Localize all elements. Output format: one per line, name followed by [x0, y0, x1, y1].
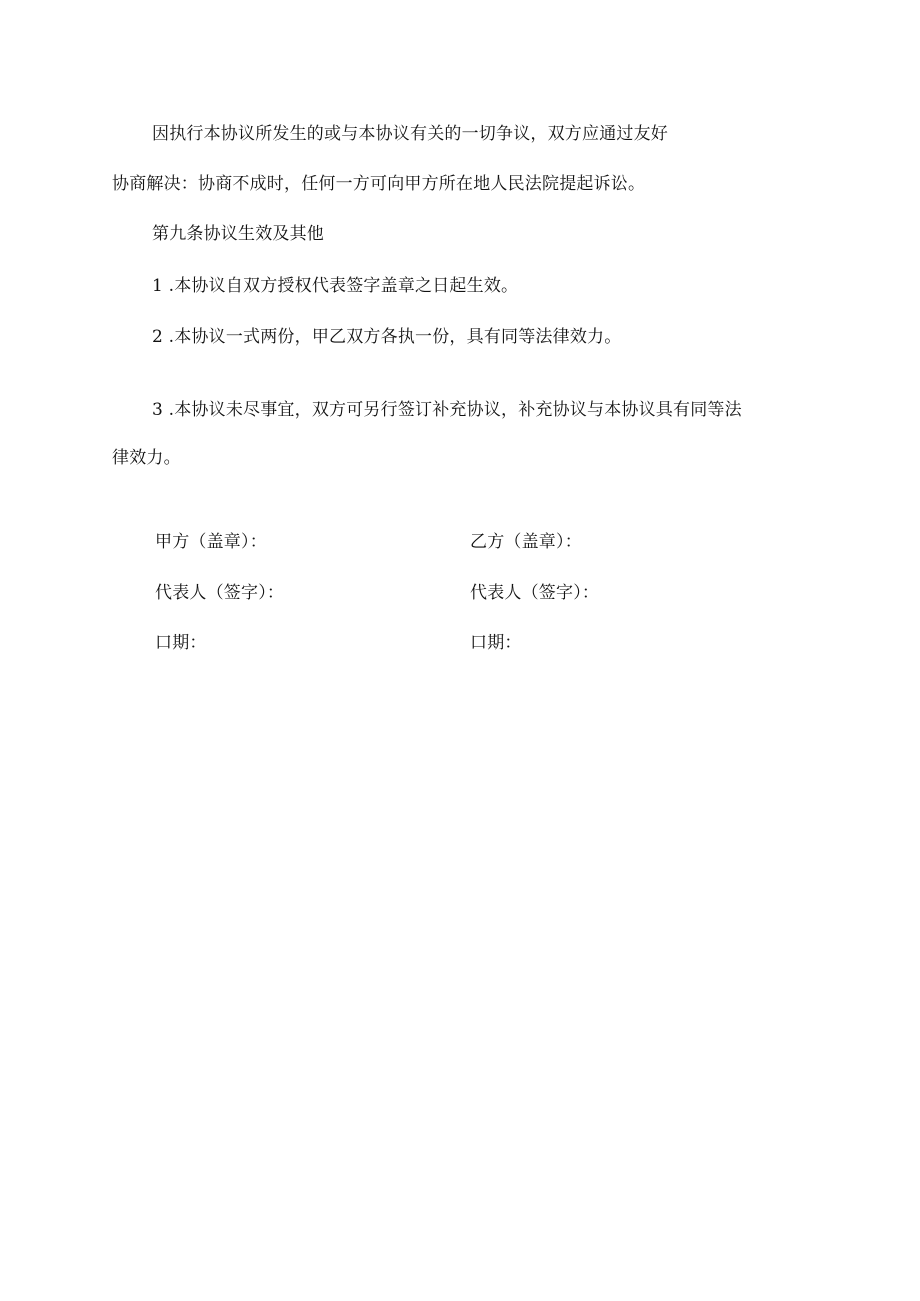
- party-a-seal-label: 甲方（盖章）：: [155, 532, 267, 552]
- article-9-heading: 第九条协议生效及其他: [152, 224, 324, 244]
- party-b-date-label: 口期：: [470, 633, 522, 653]
- dispute-paragraph-line-1: 因执行本协议所发生的或与本协议有关的一切争议，双方应通过友好: [152, 124, 668, 144]
- clause-item-3-line-1: 3 .本协议未尽事宜，双方可另行签订补充协议，补充协议与本协议具有同等法: [152, 400, 742, 420]
- dispute-paragraph-line-2: 协商解决：协商不成时，任何一方可向甲方所在地人民法院提起诉讼。: [112, 174, 646, 194]
- party-b-seal-label: 乙方（盖章）：: [470, 532, 582, 552]
- clause-item-1: 1 .本协议自双方授权代表签字盖章之日起生效。: [152, 276, 519, 296]
- clause-item-3-line-2: 律效力。: [112, 448, 181, 468]
- party-b-representative-label: 代表人（签字）：: [470, 583, 600, 603]
- clause-item-2: 2 .本协议一式两份，甲乙双方各执一份，具有同等法律效力。: [152, 327, 622, 347]
- party-a-representative-label: 代表人（签字）：: [155, 583, 285, 603]
- party-a-date-label: 口期：: [155, 633, 207, 653]
